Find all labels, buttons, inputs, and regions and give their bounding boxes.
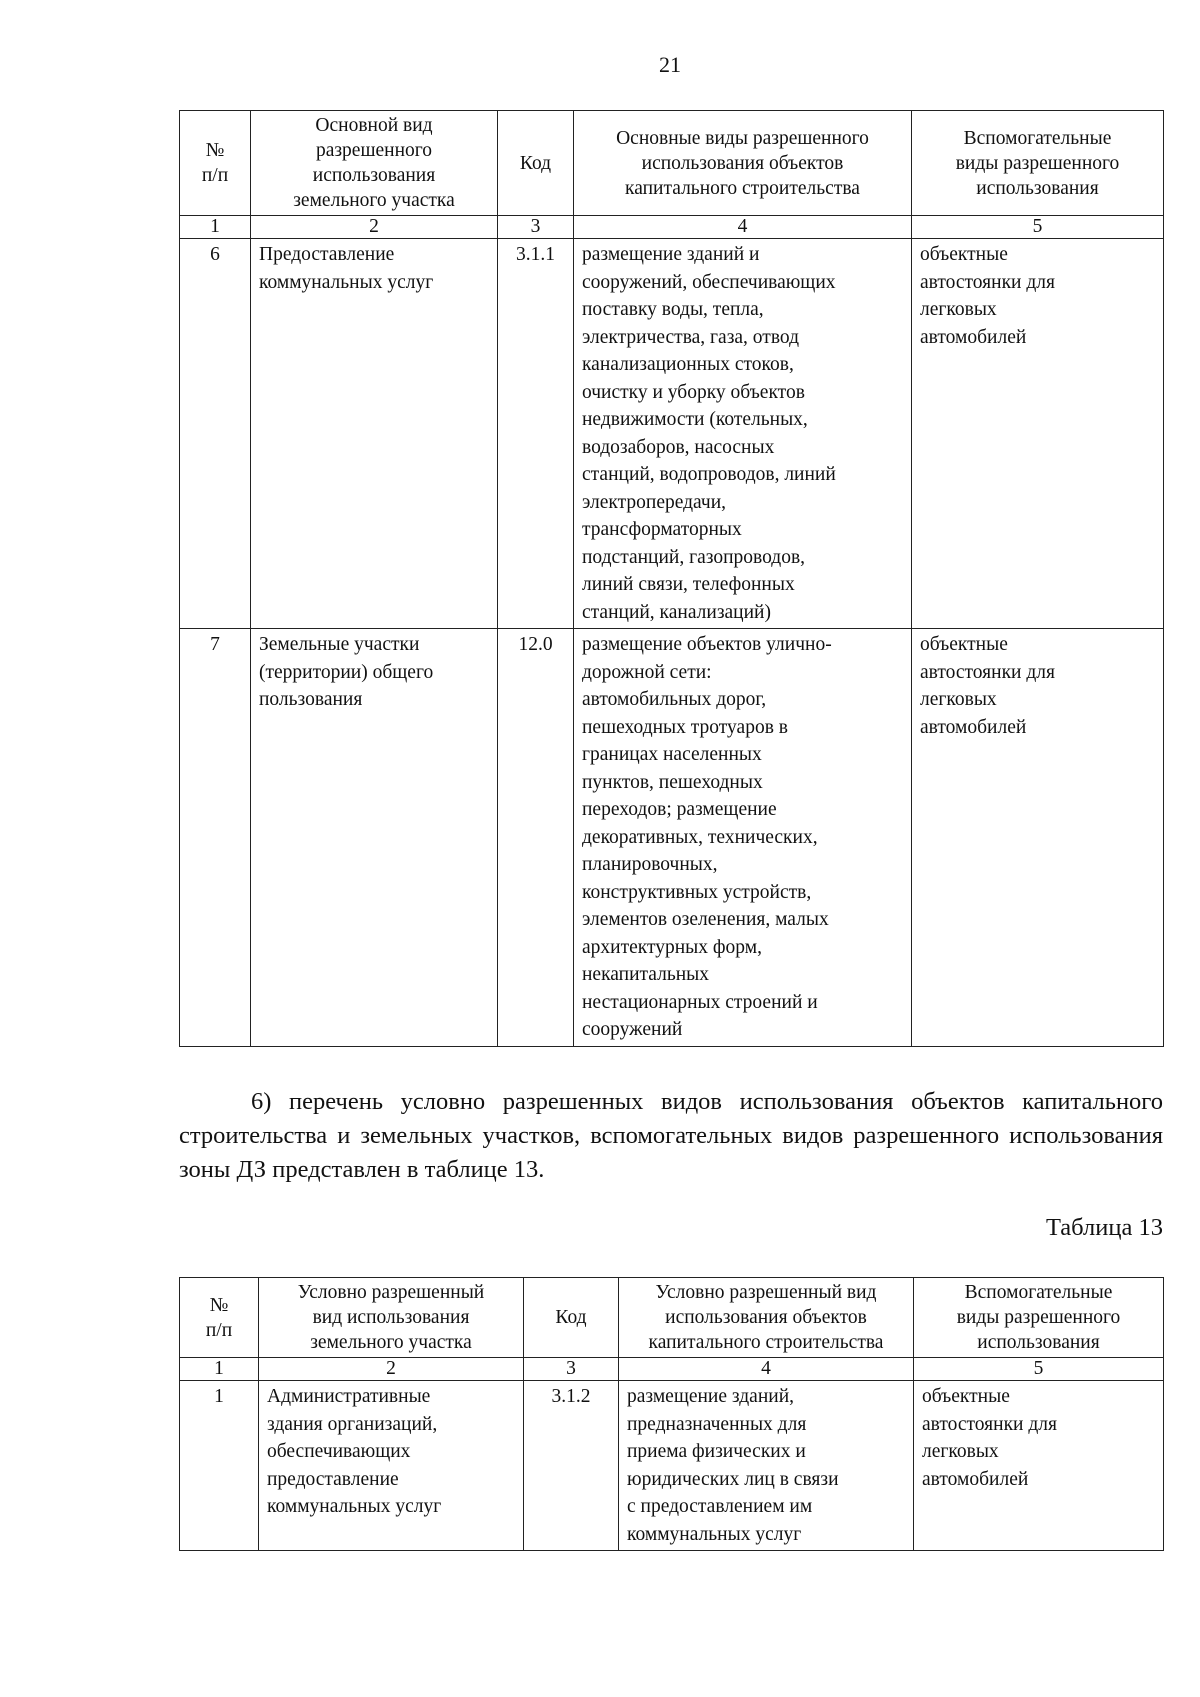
column-number-row <box>180 216 1164 239</box>
page-number: 21 <box>659 52 681 77</box>
column-number: 3 <box>524 1358 619 1381</box>
column-number: 5 <box>914 1358 1164 1381</box>
column-number: 4 <box>619 1358 914 1381</box>
header-num: № п/п <box>180 1278 259 1358</box>
header-conditional-capital-uses: Условно разрешенный вид использования объектов капитального строительства <box>619 1278 914 1358</box>
column-number: 1 <box>180 1358 259 1381</box>
land-use-name: Административные здания организаций, обеспечивающих предоставление коммунальных услуг <box>259 1381 524 1551</box>
body-paragraph: 6) перечень условно разрешенных видов использования объектов капитального строительства и земельных участков, вспомогательных видов разрешенного использования зоны ДЗ представлен в таблице 13. <box>179 1088 1163 1183</box>
header-main-capital-uses: Основные виды разрешенного использования объектов капитального строительства <box>574 111 912 216</box>
land-use-code: 3.1.2 <box>524 1381 619 1551</box>
land-use-name: Земельные участки (территории) общего пользования <box>251 629 498 1047</box>
column-number: 2 <box>251 216 498 239</box>
conditional-use-table <box>179 1277 1164 1551</box>
table-row <box>180 239 1164 629</box>
table-caption: Таблица 13 <box>1045 1214 1163 1241</box>
main-uses-cell: размещение объектов улично- дорожной сети: автомобильных дорог, пешеходных тротуаров в границах населенных пунктов, пешеходных переходов; размещение декоративных, технических, планировочных, конструктивных устройств, элементов озеленения, малых архитектурных форм, некапитальных нестационарных строений и сооружений <box>574 629 912 1047</box>
header-code: Код <box>524 1278 619 1358</box>
header-num: № п/п <box>180 111 251 216</box>
header-main-land-use: Основной вид разрешенного использования земельного участка <box>251 111 498 216</box>
header-auxiliary-uses: Вспомогательные виды разрешенного использования <box>912 111 1164 216</box>
header-conditional-land-use: Условно разрешенный вид использования земельного участка <box>259 1278 524 1358</box>
column-number: 4 <box>574 216 912 239</box>
land-use-code: 12.0 <box>498 629 574 1047</box>
land-use-table-main <box>179 110 1164 1047</box>
row-number: 6 <box>180 239 251 629</box>
aux-uses-cell: объектные автостоянки для легковых автомобилей <box>914 1381 1164 1551</box>
land-use-name: Предоставление коммунальных услуг <box>251 239 498 629</box>
column-number-row <box>180 1358 1164 1381</box>
table-header-row <box>180 111 1164 216</box>
row-number: 7 <box>180 629 251 1047</box>
aux-uses-cell: объектные автостоянки для легковых автомобилей <box>912 239 1164 629</box>
table-header-row <box>180 1278 1164 1358</box>
table-row <box>180 629 1164 1047</box>
column-number: 2 <box>259 1358 524 1381</box>
table-row <box>180 1381 1164 1551</box>
header-code: Код <box>498 111 574 216</box>
main-uses-cell: размещение зданий и сооружений, обеспечивающих поставку воды, тепла, электричества, газа, отвод канализационных стоков, очистку и уборку объектов недвижимости (котельных, водозаборов, насосных станций, водопроводов, линий электропередачи, трансформаторных подстанций, газопроводов, линий связи, телефонных станций, канализаций) <box>574 239 912 629</box>
column-number: 3 <box>498 216 574 239</box>
row-number: 1 <box>180 1381 259 1551</box>
column-number: 5 <box>912 216 1164 239</box>
header-auxiliary-uses: Вспомогательные виды разрешенного использования <box>914 1278 1164 1358</box>
land-use-code: 3.1.1 <box>498 239 574 629</box>
main-uses-cell: размещение зданий, предназначенных для приема физических и юридических лиц в связи с предоставлением им коммунальных услуг <box>619 1381 914 1551</box>
aux-uses-cell: объектные автостоянки для легковых автомобилей <box>912 629 1164 1047</box>
column-number: 1 <box>180 216 251 239</box>
